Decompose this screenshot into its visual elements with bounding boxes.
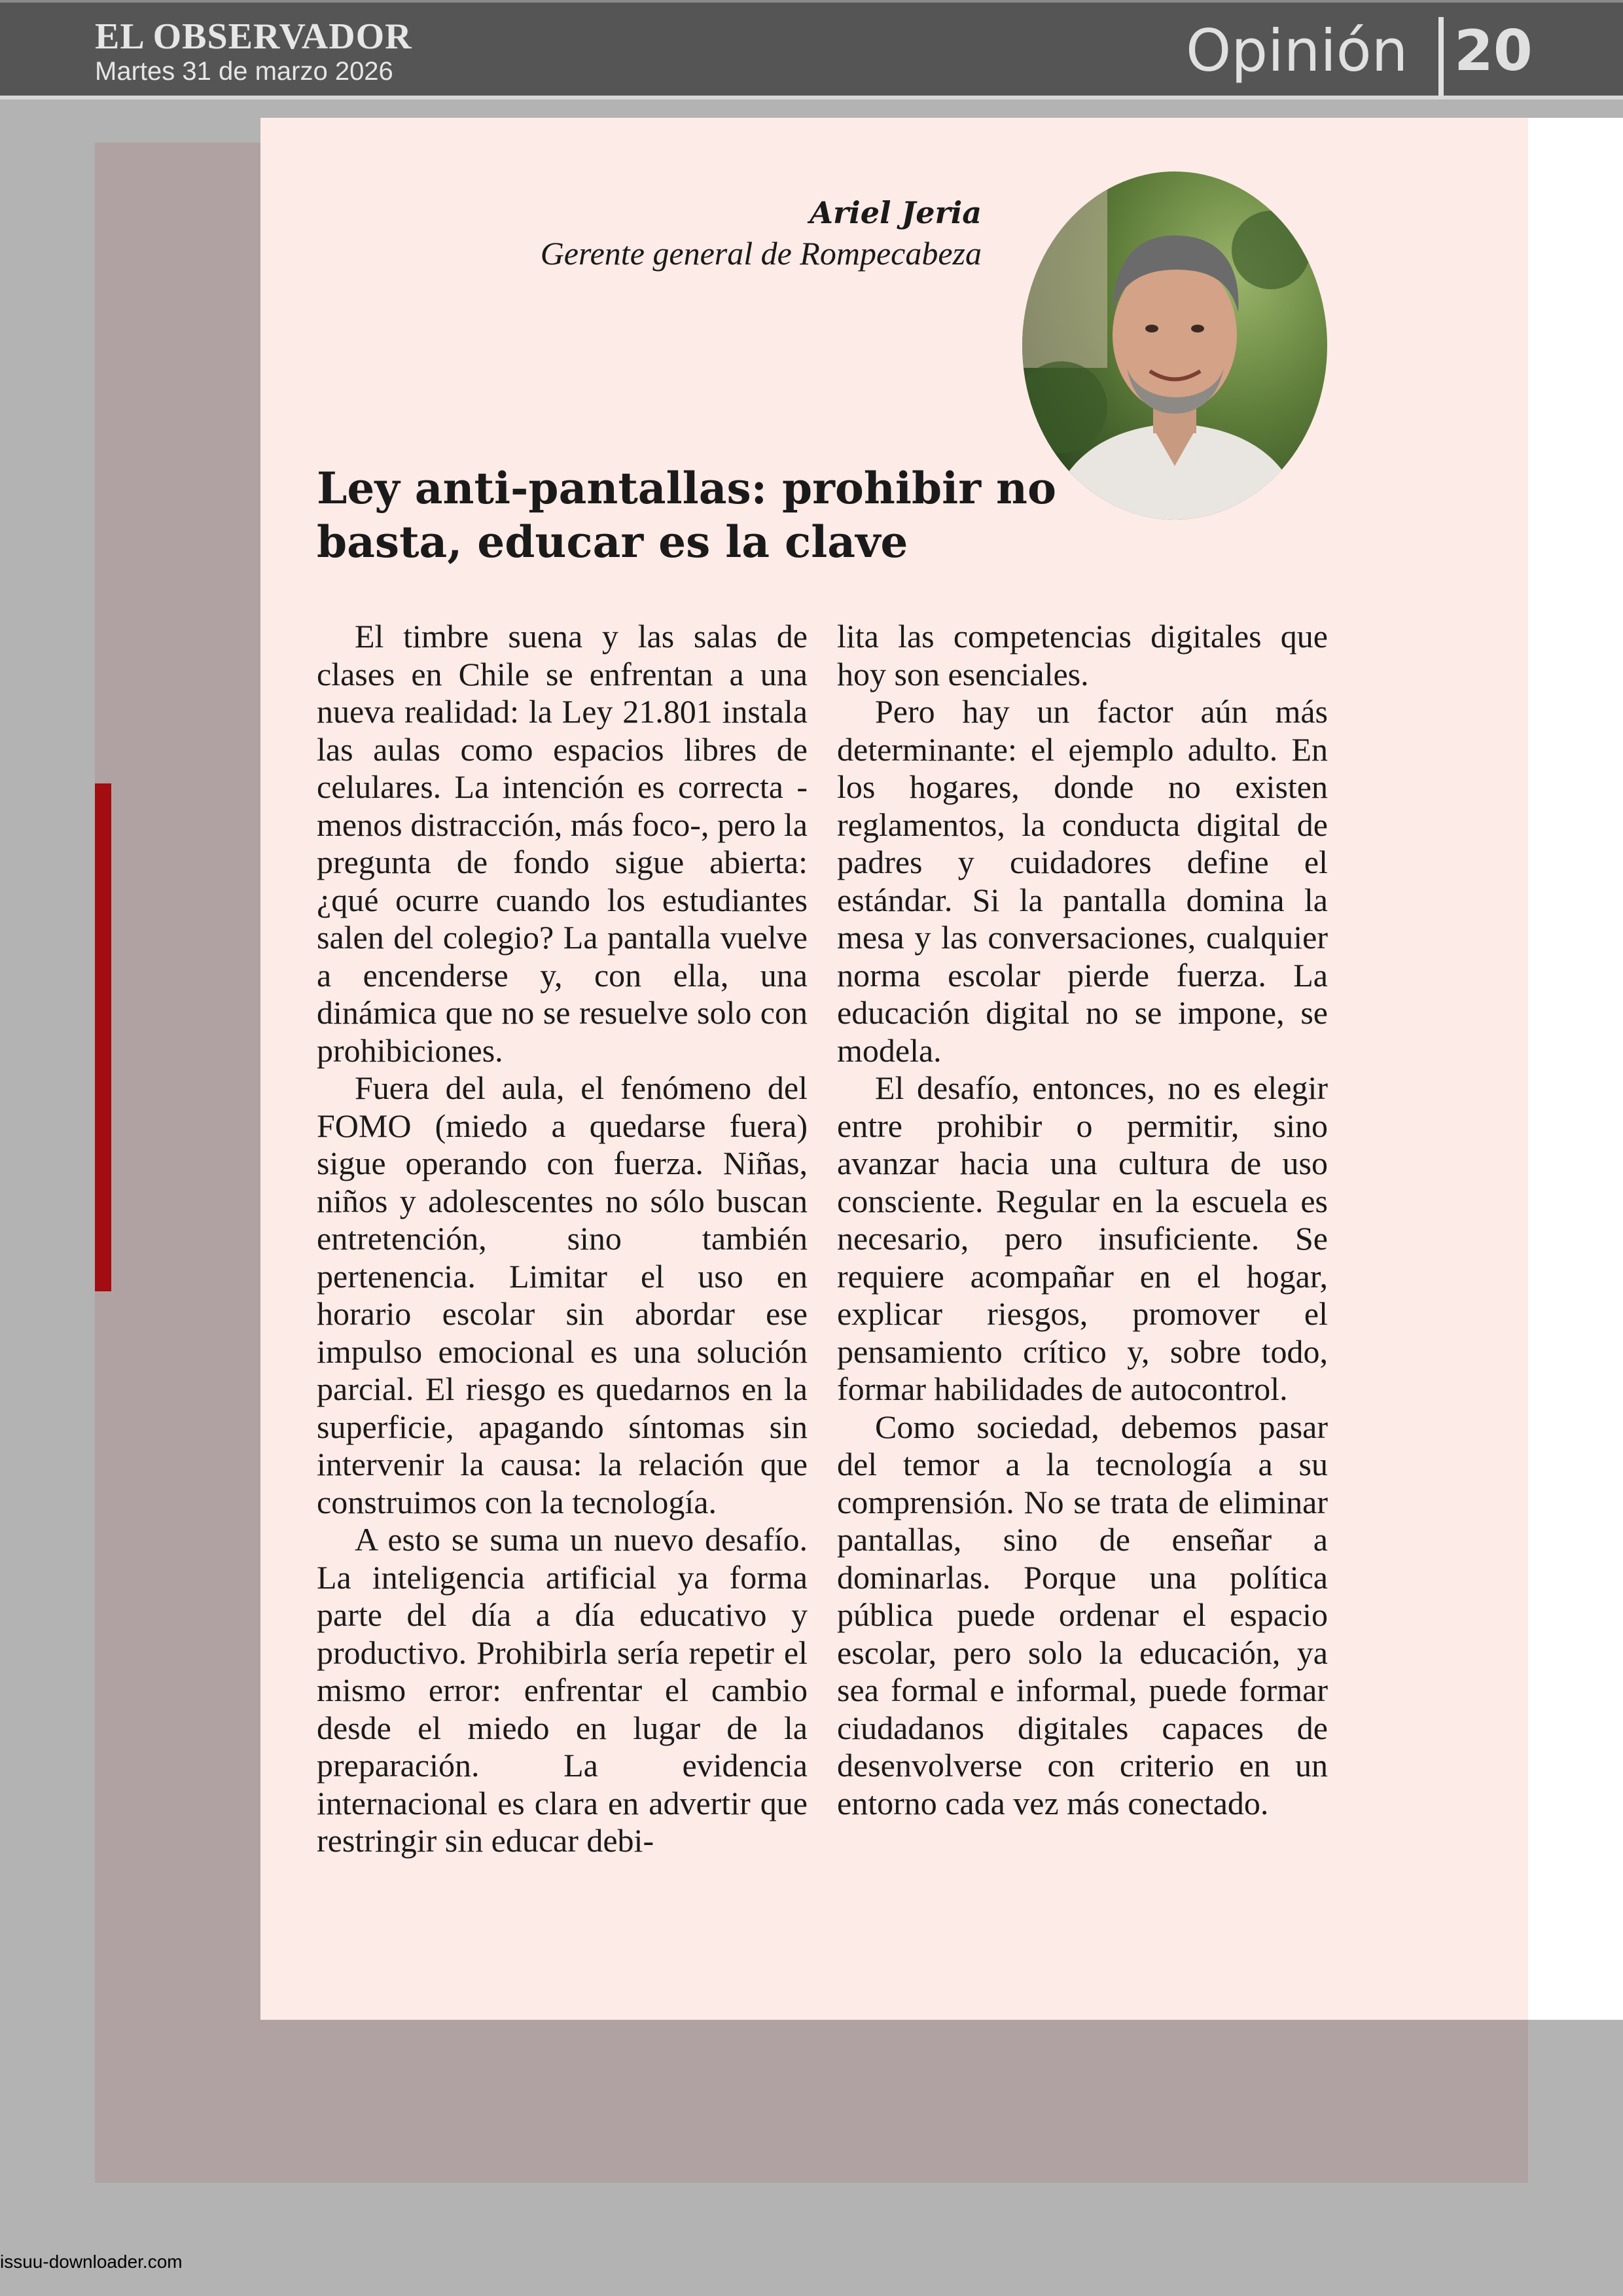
article-paragraph: El desafío, entonces, no es elegir entre prohibir o permitir, sino avanzar hacia una cultura de uso consciente. Regular en la escuela es necesario, pero insuficiente. Se requiere acompañar en el hogar, explicar riesgos, promover el pensamiento crítico y, sobre todo, formar habilidades de autocontrol. xyxy=(837,1069,1328,1407)
page-number: 20 xyxy=(1454,18,1533,84)
header-divider xyxy=(1438,17,1444,96)
article-headline: Ley anti-pantallas: prohibir no basta, educar es la clave xyxy=(317,463,1056,567)
article-paragraph: A esto se suma un nuevo desafío. La inteligencia artificial ya forma parte del día a día educativo y productivo. Prohibirla sería repetir el mismo error: enfrentar el cambio desde el miedo en lugar de la preparación. La evidencia internacional es clara en advertir que restringir sin educar debi- xyxy=(317,1521,808,1859)
article-paragraph-continued: lita las competencias digitales que hoy son esenciales. xyxy=(837,618,1328,692)
author-photo xyxy=(1022,171,1327,520)
article-column-right xyxy=(837,618,1328,1822)
article-paragraph: Fuera del aula, el fenómeno del FOMO (miedo a quedarse fuera) sigue operando con fuerza. Niñas, niños y adolescentes no sólo buscan entretención, sino también pertenencia. Limitar el uso en horario escolar sin abordar ese impulso emocional es una solución parcial. El riesgo es quedarnos en la superficie, apagando síntomas sin intervenir la causa: la relación que construimos con la tecnología. xyxy=(317,1069,808,1520)
article-column-left xyxy=(317,618,808,1860)
newspaper-header xyxy=(0,0,1623,99)
accent-bar xyxy=(95,783,111,1291)
source-watermark: issuu-downloader.com xyxy=(0,2251,183,2272)
newspaper-name: EL OBSERVADOR xyxy=(95,16,412,57)
page-edge xyxy=(1528,118,1623,2020)
author-name: Ariel Jeria xyxy=(810,195,982,230)
issue-date: Martes 31 de marzo 2026 xyxy=(95,57,393,86)
article-paragraph: Pero hay un factor aún más determinante: el ejemplo adulto. En los hogares, donde no existen reglamentos, la conducta digital de padres y cuidadores define el estándar. Si la pantalla domina la mesa y las conversaciones, cualquier norma escolar pierde fuerza. La educación digital no se impone, se modela. xyxy=(837,693,1328,1069)
author-role: Gerente general de Rompecabeza xyxy=(540,235,982,272)
article-paragraph: Como sociedad, debemos pasar del temor a la tecnología a su comprensión. No se trata de eliminar pantallas, sino de enseñar a dominarlas. Porque una política pública puede ordenar el espacio escolar, pero solo la educación, ya sea formal e informal, puede formar ciudadanos digitales capaces de desenvolverse con criterio en un entorno cada vez más conectado. xyxy=(837,1408,1328,1821)
article-paragraph: El timbre suena y las salas de clases en Chile se enfrentan a una nueva realidad: la Ley 21.801 instala las aulas como espacios libres de celulares. La intención es correcta -menos distracción, más foco-, pero la pregunta de fondo sigue abierta: ¿qué ocurre cuando los estudiantes salen del colegio? La pantalla vuelve a encenderse y, con ella, una dinámica que no se resuelve solo con prohibiciones. xyxy=(317,618,808,1069)
section-title: Opinión xyxy=(1186,17,1408,84)
